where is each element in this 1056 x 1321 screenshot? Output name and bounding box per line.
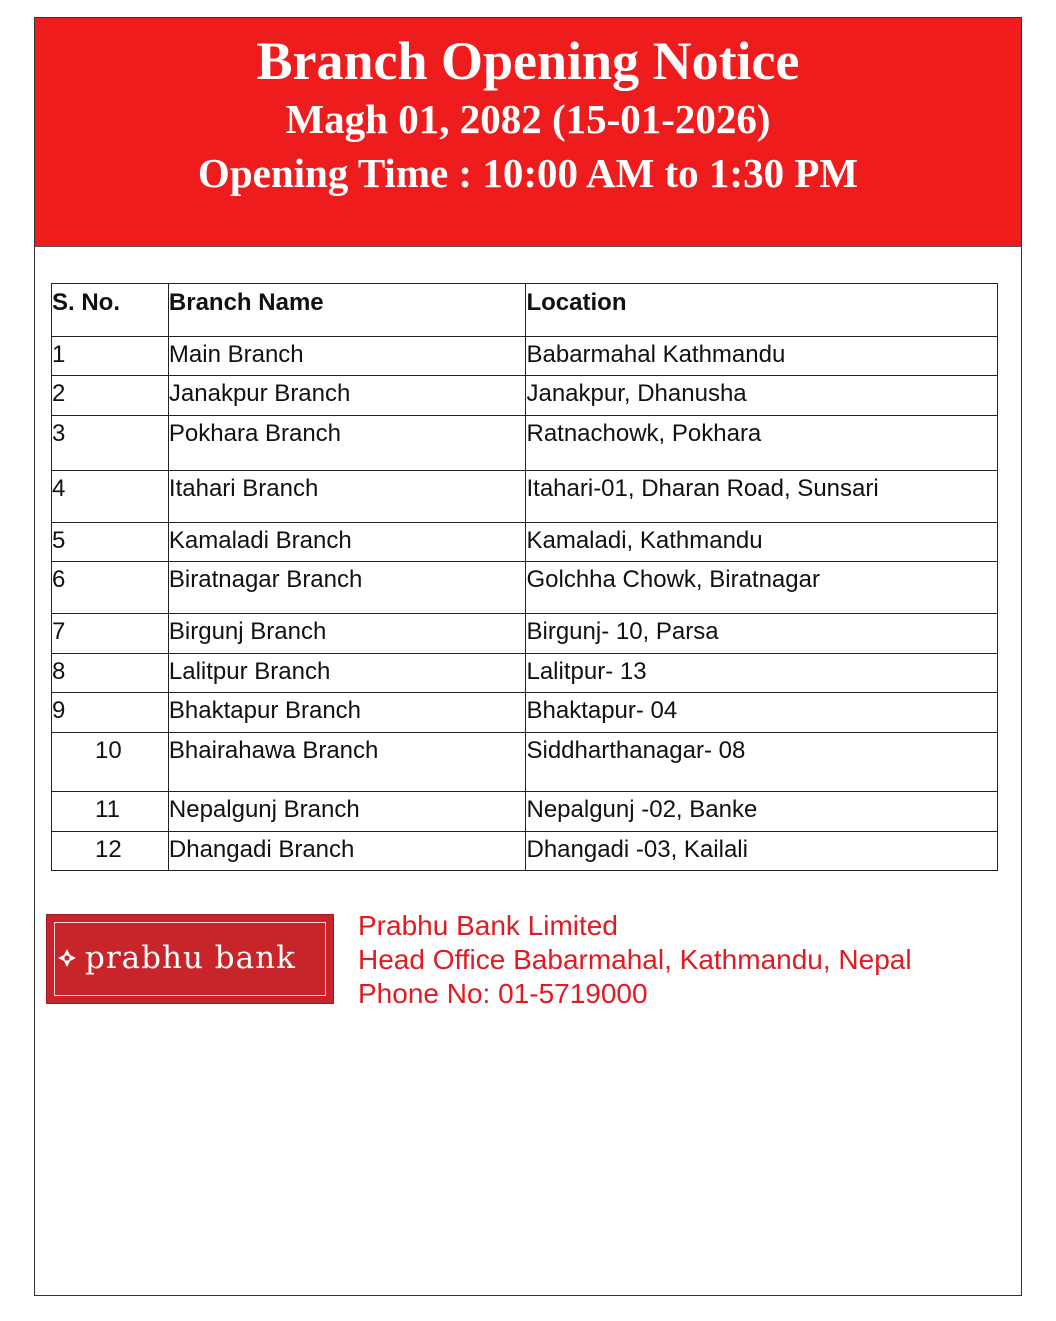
row-location: Nepalgunj -02, Banke — [526, 792, 998, 832]
row-branch-name: Birgunj Branch — [168, 614, 526, 654]
row-serial-number: 9 — [52, 693, 169, 733]
row-branch-name: Itahari Branch — [168, 471, 526, 523]
company-name: Prabhu Bank Limited — [358, 910, 618, 941]
row-location: Janakpur, Dhanusha — [526, 376, 998, 416]
row-branch-name: Kamaladi Branch — [168, 523, 526, 562]
notice-header-banner — [35, 18, 1021, 247]
row-location: Lalitpur- 13 — [526, 654, 998, 693]
row-serial-number: 4 — [52, 471, 169, 523]
table-row — [52, 562, 998, 614]
header-serial-number: S. No. — [52, 284, 169, 337]
row-location: Birgunj- 10, Parsa — [526, 614, 998, 654]
row-branch-name: Dhangadi Branch — [168, 832, 526, 871]
row-serial-number: 3 — [52, 416, 169, 471]
row-serial-number: 6 — [52, 562, 169, 614]
row-serial-number: 5 — [52, 523, 169, 562]
row-location: Itahari-01, Dharan Road, Sunsari — [526, 471, 998, 523]
table-row — [52, 654, 998, 693]
row-branch-name: Biratnagar Branch — [168, 562, 526, 614]
row-location: Babarmahal Kathmandu — [526, 337, 998, 376]
logo-emblem-icon — [57, 948, 77, 968]
table-row — [52, 733, 998, 792]
table-row — [52, 471, 998, 523]
row-location: Golchha Chowk, Biratnagar — [526, 562, 998, 614]
phone-number: Phone No: 01-5719000 — [358, 978, 648, 1009]
row-serial-number: 1 — [52, 337, 169, 376]
row-location: Kamaladi, Kathmandu — [526, 523, 998, 562]
table-row — [52, 337, 998, 376]
head-office-address: Head Office Babarmahal, Kathmandu, Nepal — [358, 944, 912, 975]
row-branch-name: Pokhara Branch — [168, 416, 526, 471]
header-location: Location — [526, 284, 998, 337]
opening-time: Opening Time : 10:00 AM to 1:30 PM — [197, 150, 859, 196]
row-serial-number: 7 — [52, 614, 169, 654]
notice-title: Branch Opening Notice — [256, 31, 800, 91]
row-location: Bhaktapur- 04 — [526, 693, 998, 733]
table-row — [52, 792, 998, 832]
table-row — [52, 376, 998, 416]
row-serial-number: 11 — [52, 792, 169, 832]
prabhu-bank-logo — [46, 914, 334, 1004]
row-branch-name: Lalitpur Branch — [168, 654, 526, 693]
row-location: Siddharthanagar- 08 — [526, 733, 998, 792]
row-location: Ratnachowk, Pokhara — [526, 416, 998, 471]
notice-date: Magh 01, 2082 (15-01-2026) — [285, 96, 771, 142]
table-row — [52, 832, 998, 871]
row-serial-number: 2 — [52, 376, 169, 416]
row-branch-name: Janakpur Branch — [168, 376, 526, 416]
logo-wordmark: prabhu bank — [85, 940, 296, 976]
contact-block — [358, 909, 912, 1011]
row-branch-name: Bhairahawa Branch — [168, 733, 526, 792]
row-branch-name: Bhaktapur Branch — [168, 693, 526, 733]
row-location: Dhangadi -03, Kailali — [526, 832, 998, 871]
row-branch-name: Main Branch — [168, 337, 526, 376]
header-branch-name: Branch Name — [168, 284, 526, 337]
row-branch-name: Nepalgunj Branch — [168, 792, 526, 832]
table-row — [52, 693, 998, 733]
row-serial-number: 10 — [52, 733, 169, 792]
table-header-row — [52, 284, 998, 337]
notice-frame — [34, 17, 1022, 1296]
branch-table — [51, 283, 998, 871]
row-serial-number: 12 — [52, 832, 169, 871]
table-row — [52, 523, 998, 562]
table-row — [52, 614, 998, 654]
row-serial-number: 8 — [52, 654, 169, 693]
table-row — [52, 416, 998, 471]
